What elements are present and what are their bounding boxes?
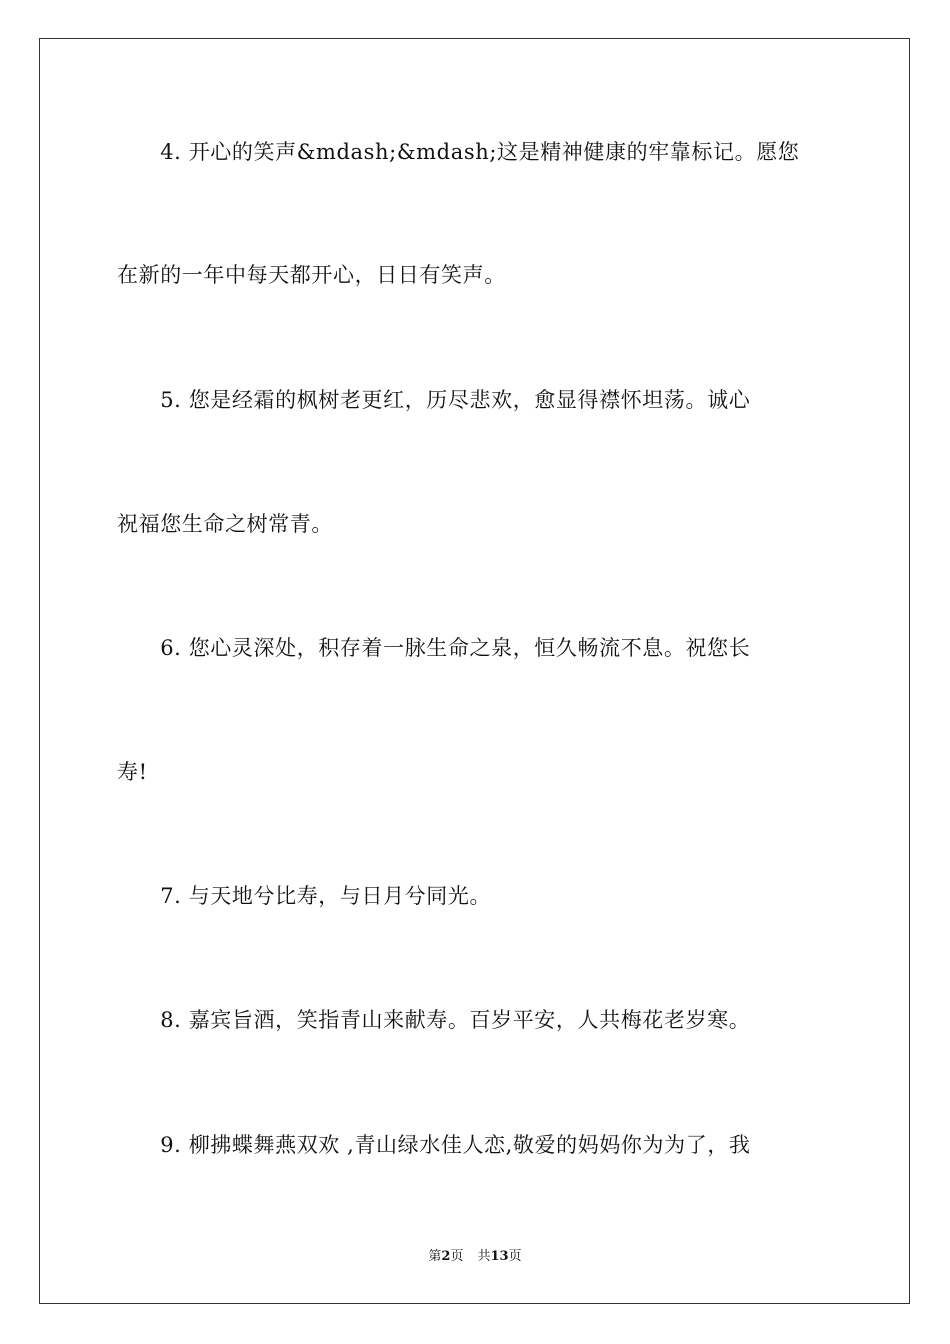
footer-total-pages: 13	[490, 1249, 509, 1264]
paragraph-5-line-2: 祝福您生命之树常青。	[117, 512, 333, 536]
footer-page-prefix: 第	[428, 1249, 442, 1264]
footer-page-number: 2	[441, 1249, 451, 1264]
page-frame	[39, 38, 910, 1304]
footer-page-suffix: 页	[450, 1249, 464, 1264]
paragraph-4-line-2: 在新的一年中每天都开心，日日有笑声。	[117, 263, 506, 287]
paragraph-9-line-1: 9. 柳拂蝶舞燕双欢 ,青山绿水佳人恋,敬爱的妈妈你为为了，我	[117, 1133, 751, 1157]
footer-total-prefix: 共	[477, 1249, 491, 1264]
paragraph-5-line-1: 5. 您是经霜的枫树老更红，历尽悲欢，愈显得襟怀坦荡。诚心	[117, 388, 751, 412]
paragraph-7-line-1: 7. 与天地兮比寿，与日月兮同光。	[117, 884, 492, 908]
footer-total-suffix: 页	[508, 1249, 522, 1264]
paragraph-4-line-1: 4. 开心的笑声&mdash;&mdash;这是精神健康的牢靠标记。愿您	[117, 140, 800, 164]
paragraph-6-line-1: 6. 您心灵深处，积存着一脉生命之泉，恒久畅流不息。祝您长	[117, 636, 751, 660]
page-footer	[0, 1248, 950, 1266]
paragraph-6-line-2: 寿!	[117, 760, 148, 784]
paragraph-8-line-1: 8. 嘉宾旨酒，笑指青山来献寿。百岁平安，人共梅花老岁寒。	[117, 1008, 751, 1032]
